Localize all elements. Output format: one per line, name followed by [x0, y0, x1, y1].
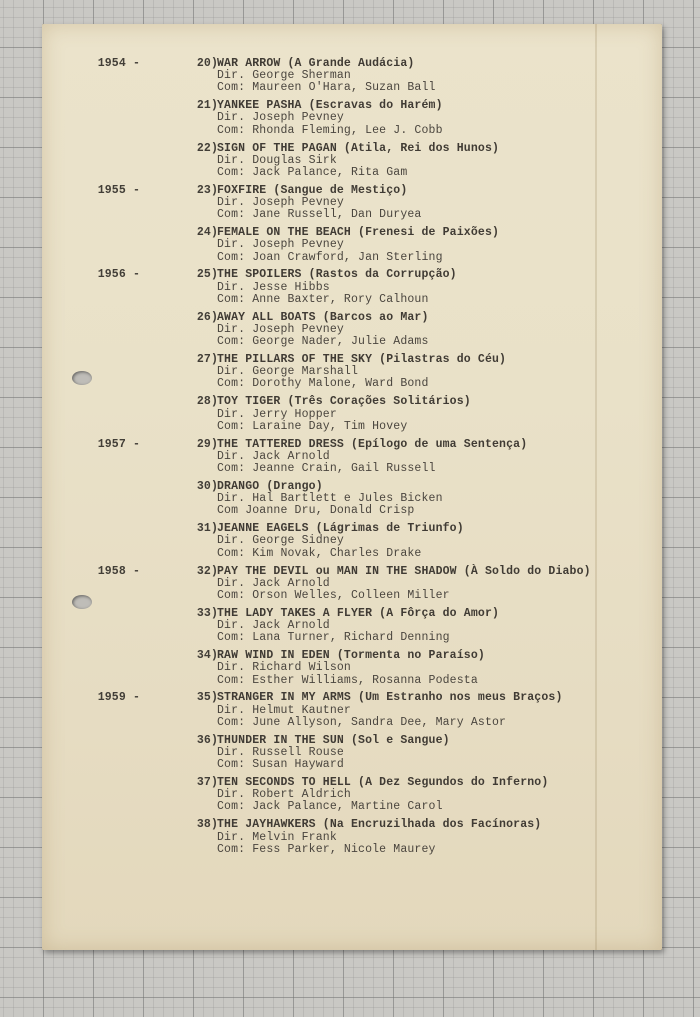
film-cast: Com: Fess Parker, Nicole Maurey — [217, 842, 436, 856]
entry-details — [217, 269, 457, 306]
entry-details — [217, 354, 506, 391]
entry-details — [217, 58, 436, 95]
film-cast: Com: Anne Baxter, Rory Calhoun — [217, 292, 429, 306]
entry-number: 20) — [196, 57, 218, 70]
film-title: TOY TIGER (Três Corações Solitários) — [217, 395, 471, 409]
film-title: TEN SECONDS TO HELL (A Dez Segundos do Inferno) — [217, 776, 549, 790]
film-title: THE SPOILERS (Rastos da Corrupção) — [217, 268, 457, 282]
film-title: JEANNE EAGELS (Lágrimas de Triunfo) — [217, 522, 464, 536]
entry-details — [217, 396, 471, 433]
film-director: Dir. Jack Arnold — [217, 576, 330, 590]
film-title: THE TATTERED DRESS (Epílogo de uma Sentença) — [217, 437, 528, 451]
film-director: Dir. Richard Wilson — [217, 661, 351, 675]
entry-number: 21) — [196, 99, 218, 113]
entry-year: 1954 - — [97, 57, 140, 70]
entry-number: 32) — [196, 564, 218, 578]
film-title: FOXFIRE (Sangue de Mestiço) — [217, 183, 408, 197]
film-director: Dir. Joseph Pevney — [217, 238, 344, 252]
film-cast: Com: June Allyson, Sandra Dee, Mary Astor — [217, 715, 507, 729]
film-director: Dir. Robert Aldrich — [217, 788, 351, 802]
film-director: Dir. Russell Rouse — [217, 745, 344, 759]
film-director: Dir. Hal Bartlett e Jules Bicken — [217, 492, 443, 506]
film-entry — [88, 566, 648, 608]
filmography-list — [88, 58, 648, 862]
entry-year: 1958 - — [97, 564, 140, 578]
film-entry — [88, 692, 648, 734]
entry-details — [217, 523, 464, 560]
film-entry — [88, 608, 648, 650]
film-entry — [88, 481, 648, 523]
film-director: Dir. Melvin Frank — [217, 830, 337, 844]
entry-details — [217, 566, 591, 603]
film-title: STRANGER IN MY ARMS (Um Estranho nos meus Braços) — [217, 691, 563, 705]
entry-details — [217, 608, 499, 645]
entry-details — [217, 819, 541, 856]
entry-number: 22) — [196, 141, 218, 155]
entry-number: 29) — [196, 437, 218, 451]
film-title: WAR ARROW (A Grande Audácia) — [217, 57, 415, 70]
film-cast: Com: Laraine Day, Tim Hovey — [217, 419, 408, 433]
film-cast: Com: Esther Williams, Rosanna Podesta — [217, 673, 478, 687]
film-director: Dir. Jack Arnold — [217, 619, 330, 633]
film-title: PAY THE DEVIL ou MAN IN THE SHADOW (À Soldo do Diabo) — [217, 564, 591, 578]
entry-details — [217, 481, 443, 518]
film-cast: Com: Jack Palance, Martine Carol — [217, 800, 443, 814]
film-title: DRANGO (Drango) — [217, 479, 323, 493]
film-director: Dir. George Sidney — [217, 534, 344, 548]
film-title: AWAY ALL BOATS (Barcos ao Mar) — [217, 310, 429, 324]
entry-number: 23) — [196, 183, 218, 197]
film-cast: Com: Orson Welles, Colleen Miller — [217, 588, 450, 602]
film-entry — [88, 523, 648, 565]
film-entry — [88, 143, 648, 185]
film-cast: Com: George Nader, Julie Adams — [217, 335, 429, 349]
film-entry — [88, 819, 648, 861]
entry-number: 38) — [196, 818, 218, 832]
film-director: Dir. George Marshall — [217, 365, 359, 379]
entry-details — [217, 650, 485, 687]
entry-details — [217, 777, 548, 814]
entry-number: 27) — [196, 353, 218, 367]
entry-details — [217, 185, 421, 222]
entry-details — [217, 735, 450, 772]
film-director: Dir. Joseph Pevney — [217, 322, 344, 336]
film-entry — [88, 312, 648, 354]
film-director: Dir. Jerry Hopper — [217, 407, 337, 421]
film-director: Dir. Helmut Kautner — [217, 703, 351, 717]
entry-number: 35) — [196, 691, 218, 705]
film-entry — [88, 58, 648, 100]
film-cast: Com: Joan Crawford, Jan Sterling — [217, 250, 443, 264]
entry-number: 34) — [196, 649, 218, 663]
film-title: YANKEE PASHA (Escravas do Harém) — [217, 99, 443, 113]
film-entry — [88, 396, 648, 438]
entry-number: 36) — [196, 733, 218, 747]
film-cast: Com: Jeanne Crain, Gail Russell — [217, 462, 436, 476]
film-entry — [88, 354, 648, 396]
film-entry — [88, 439, 648, 481]
entry-number: 25) — [196, 268, 218, 282]
film-cast: Com: Kim Novak, Charles Drake — [217, 546, 422, 560]
film-director: Dir. Joseph Pevney — [217, 111, 344, 125]
film-entry — [88, 269, 648, 311]
film-cast: Com: Rhonda Fleming, Lee J. Cobb — [217, 123, 443, 137]
film-title: THE PILLARS OF THE SKY (Pilastras do Céu) — [217, 353, 507, 367]
film-entry — [88, 185, 648, 227]
film-cast: Com: Lana Turner, Richard Denning — [217, 631, 450, 645]
film-director: Dir. Jesse Hibbs — [217, 280, 330, 294]
entry-year: 1957 - — [97, 437, 140, 451]
film-title: FEMALE ON THE BEACH (Frenesi de Paixões) — [217, 226, 500, 240]
film-entry — [88, 100, 648, 142]
entry-number: 37) — [196, 776, 218, 790]
film-title: THE LADY TAKES A FLYER (A Fôrça do Amor) — [217, 606, 500, 620]
film-cast: Com: Maureen O'Hara, Suzan Ball — [217, 81, 436, 95]
entry-details — [217, 100, 443, 137]
film-entry — [88, 735, 648, 777]
entry-details — [217, 439, 527, 476]
entry-number: 24) — [196, 226, 218, 240]
entry-number: 26) — [196, 310, 218, 324]
film-director: Dir. Joseph Pevney — [217, 196, 344, 210]
film-director: Dir. George Sherman — [217, 69, 351, 83]
typewritten-page — [42, 24, 662, 950]
film-title: RAW WIND IN EDEN (Tormenta no Paraíso) — [217, 649, 485, 663]
film-title: THUNDER IN THE SUN (Sol e Sangue) — [217, 733, 450, 747]
entry-details — [217, 143, 499, 180]
entry-details — [217, 312, 429, 349]
entry-year: 1955 - — [97, 183, 140, 197]
entry-year: 1959 - — [97, 691, 140, 705]
film-cast: Com: Susan Hayward — [217, 758, 344, 772]
film-director: Dir. Jack Arnold — [217, 449, 330, 463]
film-title: THE JAYHAWKERS (Na Encruzilhada dos Facínoras) — [217, 818, 542, 832]
film-entry — [88, 227, 648, 269]
entry-details — [217, 227, 499, 264]
film-cast: Com Joanne Dru, Donald Crisp — [217, 504, 415, 518]
film-entry — [88, 777, 648, 819]
film-cast: Com: Jane Russell, Dan Duryea — [217, 208, 422, 222]
film-title: SIGN OF THE PAGAN (Atila, Rei dos Hunos) — [217, 141, 500, 155]
film-director: Dir. Douglas Sirk — [217, 153, 337, 167]
film-cast: Com: Dorothy Malone, Ward Bond — [217, 377, 429, 391]
film-entry — [88, 650, 648, 692]
entry-number: 28) — [196, 395, 218, 409]
entry-details — [217, 692, 563, 729]
entry-year: 1956 - — [97, 268, 140, 282]
entry-number: 33) — [196, 606, 218, 620]
entry-number: 30) — [196, 479, 218, 493]
film-cast: Com: Jack Palance, Rita Gam — [217, 165, 408, 179]
entry-number: 31) — [196, 522, 218, 536]
